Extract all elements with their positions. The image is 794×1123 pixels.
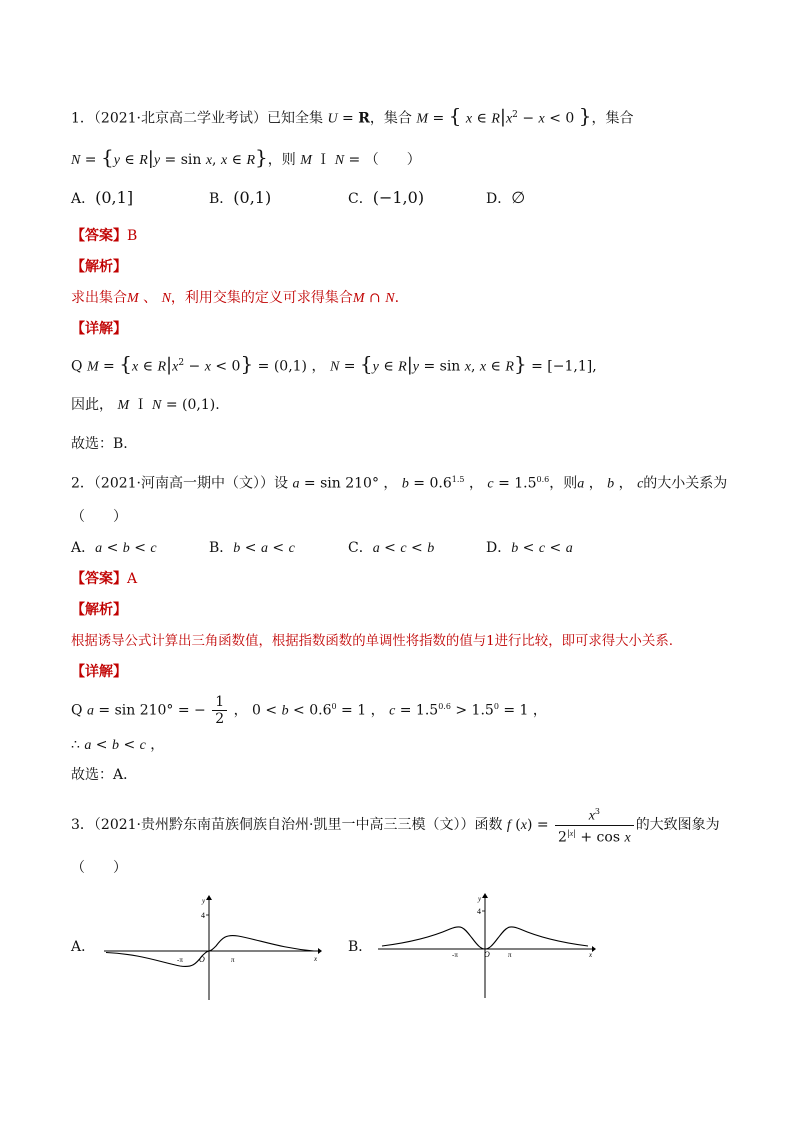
q3-b-neg-pi: -π <box>452 951 458 959</box>
q1-conclusion: 故选：B. <box>71 436 128 452</box>
q2-detail-line1: Q a = sin 210° = − $\frac{1}{2}$ ， $0 < b < 0.6^0 = 1$ ， $c = 1.5^{0.6} > 1.5^0 = 1$ ， <box>71 694 547 728</box>
q2-option-d: D．b < c < a <box>486 540 573 556</box>
q3-b-pi: π <box>508 951 512 959</box>
q2-option-c: C．a < c < b <box>348 540 435 556</box>
q1-set-m-math: M <box>416 111 428 127</box>
q1-answer: 【答案】B <box>71 228 138 244</box>
q3-b-x-label: x <box>589 951 593 959</box>
q2-analysis-tag: 【解析】 <box>71 602 127 618</box>
q3-option-a-label: A． <box>71 939 96 955</box>
q1-option-a: A．(0,1] <box>71 188 134 207</box>
q3-a-x-label: x <box>314 955 318 963</box>
q3-option-b-label: B． <box>348 939 373 955</box>
q1-universe-math: U <box>327 111 338 127</box>
q3-a-tick-4: 4 <box>201 911 205 920</box>
q1-detail-line1: Q M = {x ∈ $R|x^2 - x < 0\} = (0,1)$ ， N = {y ∈ R|y = sin x, x ∈ R} = [−1,1], <box>71 351 597 376</box>
q1-stem-line2: N = {y ∈ R|y = sin x, x ∈ R}，则 M Ｉ N = （ ） <box>71 145 421 169</box>
q3-blank: （ ） <box>71 860 127 876</box>
q3-b-tick-4: 4 <box>477 907 481 916</box>
q1-analysis-tag: 【解析】 <box>71 259 127 275</box>
q2-detail-tag: 【详解】 <box>71 664 127 680</box>
q3-graph-b <box>374 890 599 1002</box>
q2-option-a: A．a < b < c <box>71 540 157 556</box>
q3-a-origin: O <box>199 955 205 964</box>
q3-a-pi: π <box>231 956 235 964</box>
q3-b-y-label: y <box>478 895 482 903</box>
q1-stem-text: ，集合 <box>369 110 412 127</box>
q2-option-b: B．b < a < c <box>209 540 295 556</box>
q2-stem-line1: 2．（2021·河南高一期中（文））设 a = sin 210° ， $b = 0.6^{1.5}$ ， $c = 1.5^{0.6}$，则a ， b ， c的大小关系为 <box>71 475 728 492</box>
q2-blank: （ ） <box>71 509 127 525</box>
q2-answer: 【答案】A <box>71 571 138 587</box>
q2-detail-line2: ∴ a < b < c ， <box>71 737 165 753</box>
q1-source: （2021·北京高二学业考试） <box>93 110 268 127</box>
q1-set-n-math: N <box>71 153 81 168</box>
q3-stem-line1: 3．（2021·贵州黔东南苗族侗族自治州·凯里一中高三三模（文））函数 f (x) = $\frac{x^3}{2^{|x|} + \cos x}$ 的大致图象为 <box>71 804 720 846</box>
q1-option-d: D．∅ <box>486 188 526 207</box>
q3-a-neg-pi: -π <box>177 956 183 964</box>
q3-a-y-label: y <box>202 897 206 905</box>
q1-option-c: C．(−1,0) <box>348 188 425 207</box>
q3-b-origin: O <box>484 950 490 959</box>
q1-stem-text: ，则 <box>267 152 296 168</box>
q1-option-b: B．(0,1) <box>209 188 272 207</box>
q1-stem-line1: 1．（2021·北京高二学业考试）已知全集 U = R，集合 M = { x ∈ $R|x^2 - x < 0$ }，集合 <box>71 103 634 128</box>
q1-stem-text: 已知全集 <box>267 110 324 127</box>
q1-analysis: 求出集合M 、 N，利用交集的定义可求得集合M ∩ N. <box>71 290 400 306</box>
q1-blank: （ ） <box>364 152 421 168</box>
q2-conclusion: 故选：A． <box>71 767 138 783</box>
q3-graph-a <box>100 892 325 1004</box>
q1-detail-line2: 因此， M Ｉ N = (0,1). <box>71 397 220 413</box>
q1-detail-tag: 【详解】 <box>71 321 127 337</box>
q2-analysis: 根据诱导公式计算出三角函数值，根据指数函数的单调性将指数的值与1进行比较，即可求得大小关系. <box>71 634 673 649</box>
q1-number: 1． <box>71 110 94 127</box>
q1-stem-text: ，集合 <box>591 110 634 127</box>
